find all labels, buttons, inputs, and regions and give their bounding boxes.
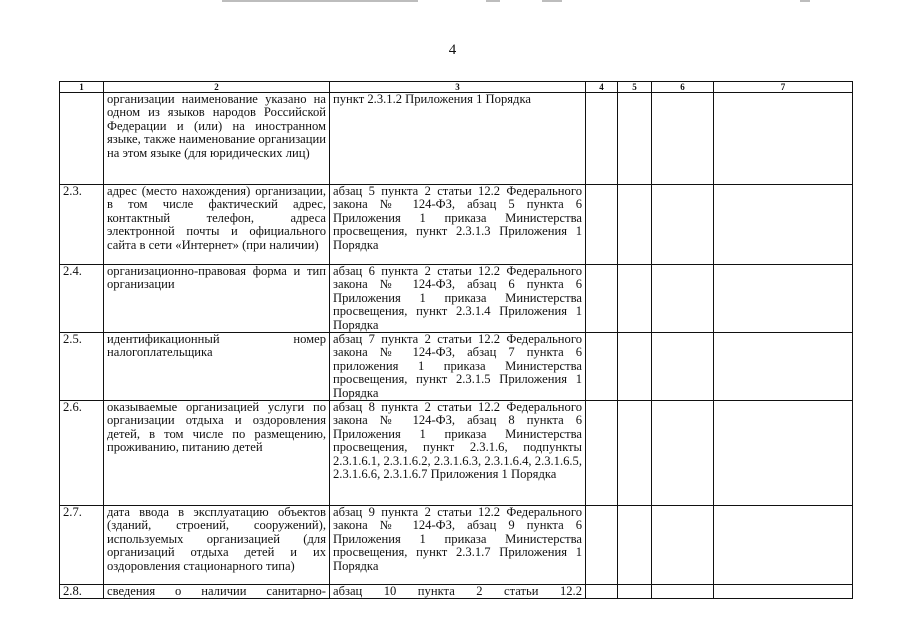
empty-cell [618,185,652,265]
row-number: 2.7. [60,506,104,585]
column-header: 2 [104,82,330,93]
empty-cell [652,333,714,401]
row-source: абзац 5 пункта 2 статьи 12.2 Федерального закона № 124-ФЗ, абзац 5 пункта 6 Приложения 1 приказа Министерства просвещения, пункт 2.3.1.3 Приложения 1 Порядка [330,185,586,265]
table-row [60,265,853,333]
row-name: идентификационный номер налогоплательщика [104,333,330,401]
empty-cell [714,333,853,401]
table-row [60,506,853,585]
empty-cell [586,265,618,333]
row-number: 2.5. [60,333,104,401]
row-name: организации наименование указано на одном из языков народов Российской Федерации и (или) на иностранном языке, также наименование организации на этом языке (для юридических лиц) [104,93,330,185]
row-number: 2.6. [60,401,104,506]
empty-cell [586,185,618,265]
column-header: 1 [60,82,104,93]
table-row [60,585,853,599]
empty-cell [586,401,618,506]
row-source: абзац 8 пункта 2 статьи 12.2 Федерального закона № 124-ФЗ, абзац 8 пункта 6 Приложения 1 приказа Министерства просвещения, пункт 2.3.1.6, подпункты 2.3.1.6.1, 2.3.1.6.2, 2.3.1.6.3, 2.3.1.6.4, 2.3.1.6.5, 2.3.1.6.6, 2.3.1.6.7 Приложения 1 Порядка [330,401,586,506]
empty-cell [618,265,652,333]
row-number [60,93,104,185]
empty-cell [714,93,853,185]
row-number: 2.8. [60,585,104,599]
empty-cell [652,506,714,585]
empty-cell [586,506,618,585]
row-number: 2.4. [60,265,104,333]
table-row [60,185,853,265]
empty-cell [714,185,853,265]
column-header: 3 [330,82,586,93]
table-row [60,401,853,506]
row-name: организационно-правовая форма и тип организации [104,265,330,333]
column-header: 6 [652,82,714,93]
table-row [60,333,853,401]
row-source: абзац 7 пункта 2 статьи 12.2 Федерального закона № 124-ФЗ, абзац 7 пункта 6 приложения 1 приказа Министерства просвещения, пункт 2.3.1.5 Приложения 1 Порядка [330,333,586,401]
document-table [59,81,853,599]
empty-cell [618,93,652,185]
row-source: абзац 9 пункта 2 статьи 12.2 Федерального закона № 124-ФЗ, абзац 9 пункта 6 Приложения 1 приказа Министерства просвещения, пункт 2.3.1.7 Приложения 1 Порядка [330,506,586,585]
empty-cell [618,585,652,599]
empty-cell [618,506,652,585]
empty-cell [652,401,714,506]
empty-cell [586,333,618,401]
page-number: 4 [448,42,457,58]
empty-cell [618,401,652,506]
empty-cell [652,185,714,265]
scan-top-marks [0,0,905,6]
row-source: абзац 10 пункта 2 статьи 12.2 [330,585,586,599]
row-number: 2.3. [60,185,104,265]
empty-cell [714,401,853,506]
empty-cell [714,506,853,585]
empty-cell [618,333,652,401]
column-header: 7 [714,82,853,93]
empty-cell [714,585,853,599]
table-row [60,93,853,185]
row-name: сведения о наличии санитарно- [104,585,330,599]
empty-cell [586,93,618,185]
row-name: адрес (место нахождения) организации, в том числе фактический адрес, контактный телефон, адреса электронной почты и официального сайта в сети «Интернет» (при наличии) [104,185,330,265]
empty-cell [586,585,618,599]
column-header: 5 [618,82,652,93]
empty-cell [652,93,714,185]
row-name: дата ввода в эксплуатацию объектов (зданий, строений, сооружений), используемых организацией (для организаций отдыха детей и их оздоровления стационарного типа) [104,506,330,585]
row-source: абзац 6 пункта 2 статьи 12.2 Федерального закона № 124-ФЗ, абзац 6 пункта 6 Приложения 1 приказа Министерства просвещения, пункт 2.3.1.4 Приложения 1 Порядка [330,265,586,333]
table-header-row [60,82,853,93]
row-name: оказываемые организацией услуги по организации отдыха и оздоровления детей, в том числе по размещению, проживанию, питанию детей [104,401,330,506]
column-header: 4 [586,82,618,93]
row-source: пункт 2.3.1.2 Приложения 1 Порядка [330,93,586,185]
empty-cell [652,265,714,333]
empty-cell [714,265,853,333]
empty-cell [652,585,714,599]
